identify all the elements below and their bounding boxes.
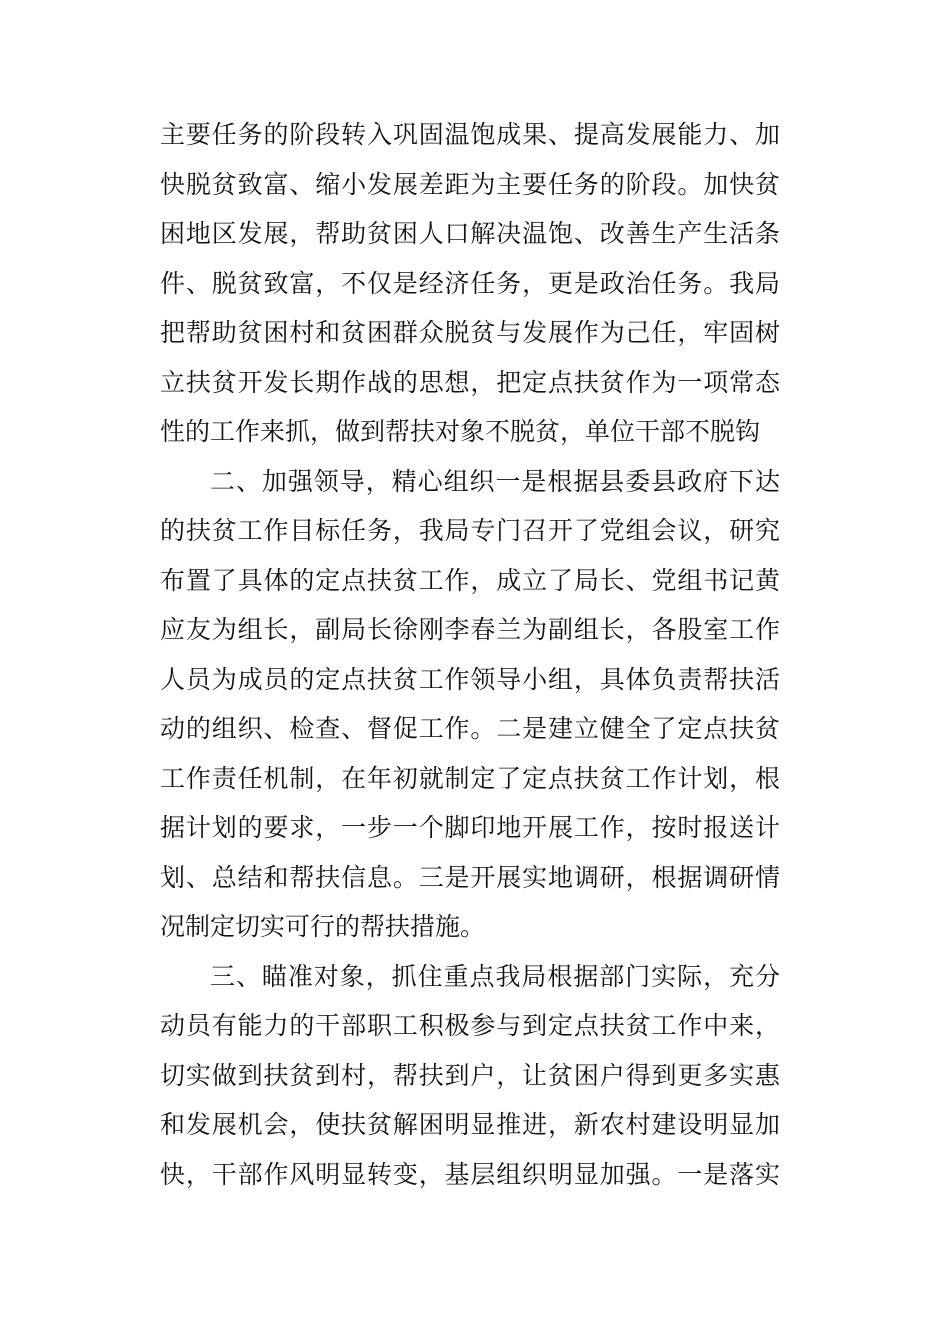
text-line: 动的组织、检查、督促工作。二是建立健全了定点扶贫 — [160, 714, 780, 743]
text-line: 主要任务的阶段转入巩固温饱成果、提高发展能力、加 — [160, 120, 780, 149]
text-line: 切实做到扶贫到村，帮扶到户，让贫困户得到更多实惠 — [160, 1060, 780, 1090]
text-line: 和发展机会，使扶贫解困明显推进，新农村建设明显加 — [160, 1110, 780, 1139]
section-heading-line: 二、加强领导，精心组织一是根据县委县政府下达 — [210, 466, 780, 496]
body-text — [160, 110, 780, 1199]
text-line: 布置了具体的定点扶贫工作，成立了局长、党组书记黄 — [160, 565, 780, 595]
text-line: 把帮助贫困村和贫困群众脱贫与发展作为己任，牢固树 — [160, 318, 780, 347]
text-line: 的扶贫工作目标任务，我局专门召开了党组会议，研究 — [160, 516, 780, 545]
text-line: 据计划的要求，一步一个脚印地开展工作，按时报送计 — [160, 813, 780, 842]
text-line: 快，干部作风明显转变，基层组织明显加强。一是落实 — [160, 1159, 780, 1189]
text-line: 动员有能力的干部职工积极参与到定点扶贫工作中来， — [160, 1011, 780, 1040]
text-line: 性的工作来抓，做到帮扶对象不脱贫，单位干部不脱钩 — [160, 417, 761, 446]
text-line: 工作责任机制，在年初就制定了定点扶贫工作计划，根 — [160, 763, 780, 793]
text-line: 困地区发展，帮助贫困人口解决温饱、改善生产生活条 — [160, 219, 780, 248]
text-line: 快脱贫致富、缩小发展差距为主要任务的阶段。加快贫 — [160, 169, 780, 199]
text-line: 况制定切实可行的帮扶措施。 — [160, 912, 486, 941]
text-line: 立扶贫开发长期作战的思想，把定点扶贫作为一项常态 — [160, 367, 780, 397]
section-heading-line: 三、瞄准对象，抓住重点我局根据部门实际，充分 — [210, 961, 780, 991]
text-line: 人员为成员的定点扶贫工作领导小组，具体负责帮扶活 — [160, 664, 780, 694]
text-line: 件、脱贫致富，不仅是经济任务，更是政治任务。我局 — [160, 268, 780, 298]
text-line: 划、总结和帮扶信息。三是开展实地调研，根据调研情 — [160, 862, 780, 892]
text-line: 应友为组长，副局长徐刚李春兰为副组长，各股室工作 — [160, 615, 780, 644]
